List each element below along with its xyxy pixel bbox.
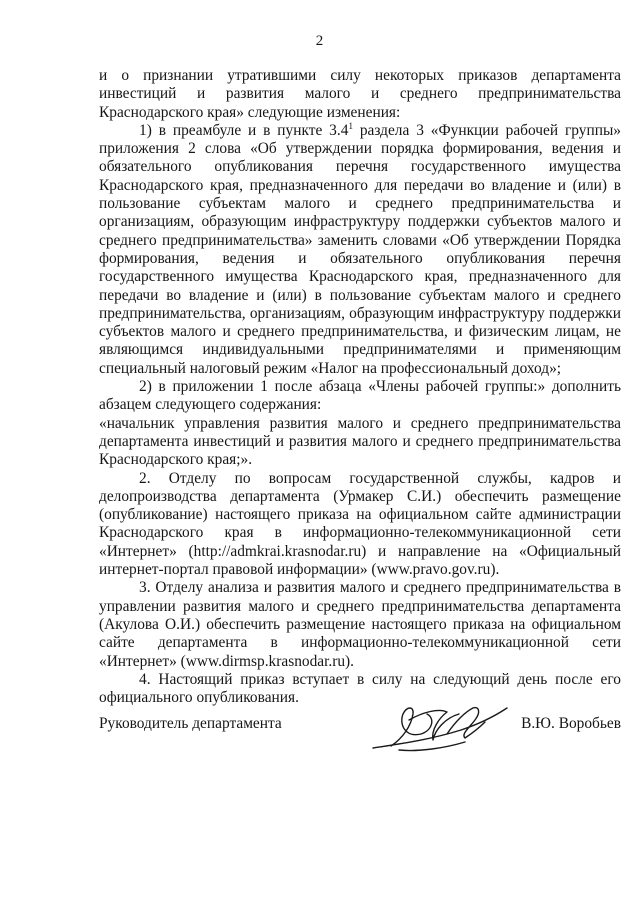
handwritten-signature bbox=[369, 700, 519, 760]
paragraph-item-1 bbox=[99, 122, 621, 378]
paragraph-text: 2. Отделу по вопросам государственной службы, кадров и делопроизводства департамента (Урмакер С.И.) обеспечить размещение (опубликование) настоящего приказа на официальном сайте администрации Краснодарского края в информационно-телекоммуникационной сети «Интернет» (http://admkrai.krasnodar.ru) и направление на «Официальный интернет-портал правовой информации» (www.pravo.gov.ru). bbox=[99, 469, 621, 579]
paragraph-point-3 bbox=[99, 579, 621, 670]
page-number: 2 bbox=[315, 33, 324, 49]
paragraph-text: 3. Отделу анализа и развития малого и среднего предпринимательства в управлении развития малого и среднего предпринимательства департамента (Акулова О.И.) обеспечить размещение настоящего приказа на официальном сайте департамента в информационно-телекоммуникационной сети «Интернет» (www.dirmsp.krasnodar.ru). bbox=[99, 579, 621, 670]
paragraph-quoted-addition bbox=[99, 415, 621, 470]
superscript: 1 bbox=[348, 120, 353, 131]
document-body bbox=[99, 67, 621, 707]
paragraph-text: раздела 3 «Функции рабочей группы» приложения 2 слова «Об утверждении порядка формирования, ведения и обязательного опубликования перечня государственного имущества Краснодарского края, предназначенного для передачи во владение и (или) в пользование субъектам малого и среднего предпринимательства и организациям, образующим инфраструктуру поддержки субъектов малого и среднего предпринимательства» заменить словами «Об утверждении Порядка формирования, ведения и обязательного опубликования перечня государственного имущества Краснодарского края, предназначенного для передачи во владение и (или) в пользование субъектам малого и среднего предпринимательства, организациям, образующим инфраструктуру поддержки субъектов малого и среднего предпринимательства, и физическим лицам, не являющимся индивидуальными предпринимателями и применяющим специальный налоговый режим «Налог на профессиональный доход»; bbox=[99, 121, 621, 377]
paragraph-item-2 bbox=[99, 378, 621, 415]
paragraph-text: 2) в приложении 1 после абзаца «Члены рабочей группы:» дополнить абзацем следующего содержания: bbox=[99, 378, 621, 414]
paragraph-text: «начальник управления развития малого и среднего предпринимательства департамента инвестиций и развития малого и среднего предпринимательства Краснодарского края;». bbox=[99, 414, 621, 469]
paragraph-point-2 bbox=[99, 470, 621, 580]
paragraph-text: 1) в преамбуле и в пункте 3.4 bbox=[139, 121, 349, 139]
signatory-name: В.Ю. Воробьев bbox=[521, 715, 621, 732]
paragraph-text: 4. Настоящий приказ вступает в силу на следующий день после его официального опубликования. bbox=[99, 670, 621, 707]
paragraph-text: и о признании утратившими силу некоторых приказов департамента инвестиций и развития малого и среднего предпринимательства Краснодарского края» следующие изменения: bbox=[99, 67, 621, 121]
signatory-title: Руководитель департамента bbox=[99, 715, 282, 732]
signature-block bbox=[99, 700, 621, 770]
paragraph-intro-continuation bbox=[99, 67, 621, 122]
